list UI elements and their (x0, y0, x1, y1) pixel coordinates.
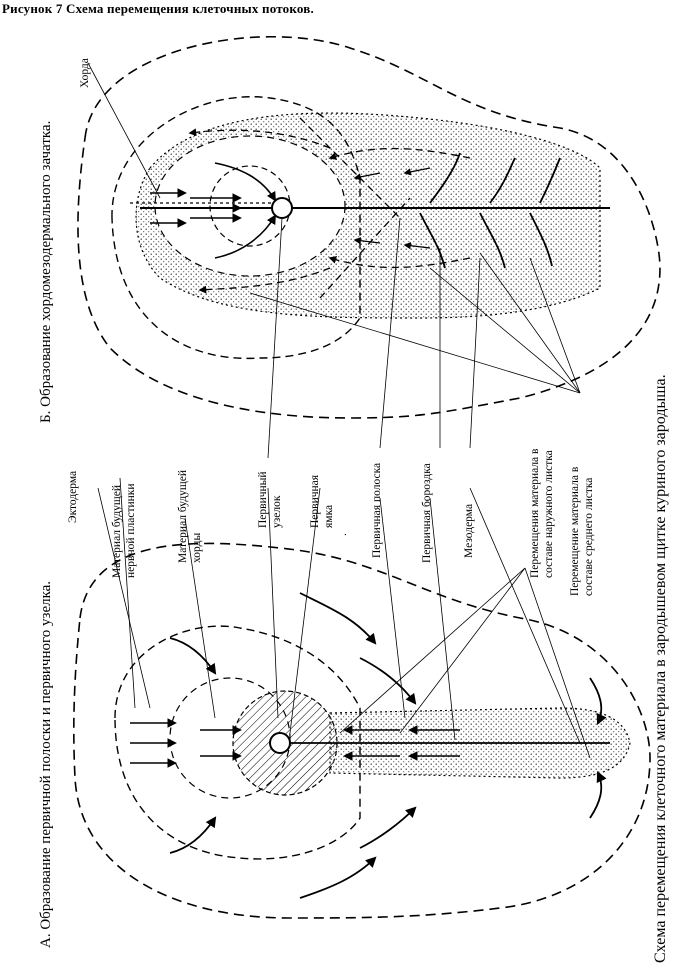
panel-b (78, 37, 660, 418)
bottom-title: Схема перемещения клеточного материала в зародышевом щитке куриного зародыша. (652, 374, 669, 963)
label-node-line2: узелок (271, 495, 283, 528)
label-ectoderm: Эктодерма (67, 470, 79, 523)
label-pit-line1: Первичная (309, 474, 321, 528)
label-middle-line1: Перемещение материала в (569, 466, 581, 596)
label-pit-line2: ямка (323, 504, 335, 528)
label-plate-line2: нервной пластинки (125, 483, 137, 578)
label-dot: . (337, 533, 349, 536)
label-mesoderm: Мезодерма (463, 503, 475, 558)
label-chord-mat-line1: Материал будущей (177, 469, 189, 563)
panel-a-title: А. Образование первичной полоски и первичного узелка. (38, 580, 54, 948)
label-outer-line2: составе наружного листка (543, 450, 555, 578)
panel-a (74, 543, 650, 918)
label-outer-line1: Перемещения материала в (529, 448, 541, 578)
embryo-diagram (0, 18, 700, 963)
figure-caption: Рисунок 7 Схема перемещения клеточных потоков. (2, 1, 314, 16)
panel-b-primary-node (272, 198, 292, 218)
label-plate-line1: Материал будущей (111, 484, 123, 578)
panel-b-title: Б. Образование хордомезодермального зачатка. (38, 120, 54, 423)
label-chord: Хорда (79, 58, 91, 88)
label-middle-line2: составе среднего листка (583, 477, 595, 596)
panel-b-node-zone (155, 136, 345, 276)
label-chord-mat-line2: хорды (191, 532, 203, 563)
panel-a-primary-node (270, 733, 290, 753)
label-streak: Первичная полоска (371, 462, 383, 558)
label-node-line1: Первичный (257, 471, 269, 528)
label-groove: Первичная бороздка (421, 463, 433, 563)
